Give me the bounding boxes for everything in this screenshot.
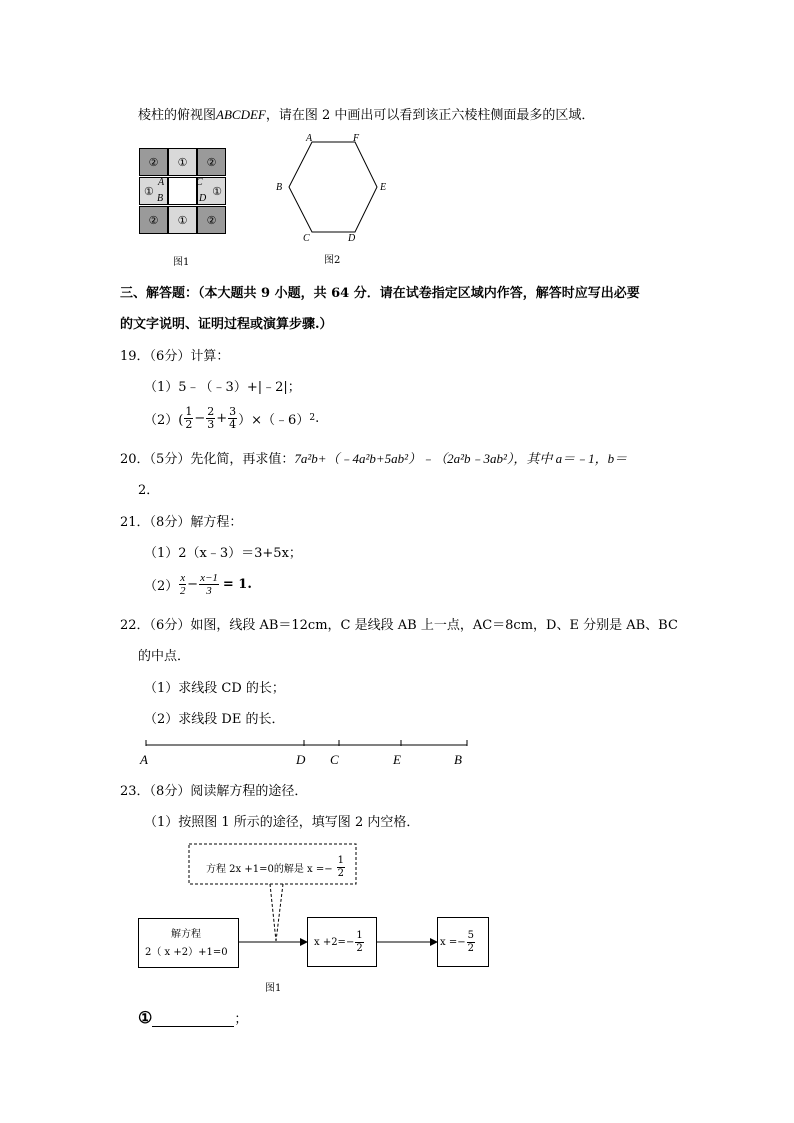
- q23-callout: 方程 2x +1=0的解是 x =− $\frac{1}{2}$: [206, 855, 344, 879]
- hex-label-C: C: [303, 233, 310, 244]
- q22-head: 22．（6分）如图，线段 AB＝12cm，C 是线段 AB 上一点，AC＝8cm，D、E 分别是 AB、BC: [120, 618, 678, 633]
- q22-cont: 的中点．: [138, 649, 191, 664]
- q19-part2: （2）( $\frac{1}{2}$ − $\frac{2}{3}$ + $\frac{3}{4}$ ）×（﹣6） 2 .: [144, 404, 320, 431]
- q23-caption: 图1: [265, 983, 282, 994]
- q20-head: 20．（5分）先化简，再求值：: [120, 452, 295, 467]
- q19-frac2: $\frac{2}{3}$: [207, 404, 215, 431]
- grid-cell: ①: [139, 177, 168, 205]
- point-D: D: [296, 752, 306, 767]
- label-D: D: [199, 193, 207, 204]
- intro-text-c: ，请在图 2 中画出可以看到该正六棱柱侧面最多的区域．: [265, 108, 595, 123]
- q23-box1-eq: 2（ x +2）+1=0: [145, 947, 228, 958]
- label-A: A: [158, 177, 165, 188]
- q23-head: 23．（8分）阅读解方程的途径．: [120, 784, 308, 799]
- q23-box-result: [437, 917, 489, 967]
- grid-cell: ②: [197, 206, 226, 234]
- grid-cell: ②: [197, 148, 226, 176]
- section3-title: 三、解答题：（本大题共 9 小题，共 64 分．请在试卷指定区域内作答，解答时应写出必要: [120, 286, 640, 301]
- grid-cell: ②: [139, 206, 168, 234]
- point-B: B: [454, 752, 462, 767]
- answer-blank-field[interactable]: [152, 1012, 234, 1027]
- q22-part1: （1）求线段 CD 的长；: [144, 681, 285, 696]
- grid-cell-center: [168, 177, 197, 205]
- hex-label-B: B: [276, 182, 283, 193]
- q19-p2-prefix: （2）(: [144, 412, 184, 428]
- hex-label-A: A: [306, 133, 313, 144]
- point-C: C: [330, 752, 339, 767]
- figure2-hexagon: [270, 128, 400, 248]
- q21-frac2: $\frac{x-1}{3}$: [200, 571, 218, 597]
- q21-frac1: $\frac{x}{2}$: [179, 571, 186, 597]
- intro-line: [138, 104, 594, 123]
- intro-text-b: ABCDEF: [216, 107, 266, 122]
- q23-box-step: [307, 917, 377, 967]
- hex-label-D: D: [348, 233, 356, 244]
- q23-box1-title: 解方程: [171, 929, 201, 940]
- grid-cell: ①: [168, 148, 197, 176]
- grid-cell: ①: [168, 206, 197, 234]
- section3-title-cont: 的文字说明、证明过程或演算步骤.）: [120, 317, 333, 332]
- blank-label: ①: [138, 1008, 153, 1027]
- q19-p2-suffix: ）×（﹣6）: [238, 412, 310, 428]
- intro-text-a: 棱柱的俯视图: [138, 108, 217, 123]
- q19-frac1: $\frac{1}{2}$: [185, 404, 193, 431]
- figure1: [139, 148, 227, 235]
- answer-blank-1: ① ；: [138, 1008, 248, 1027]
- q22-part2: （2）求线段 DE 的长．: [144, 712, 285, 727]
- q20-expr: 7a²b+（﹣4a²b+5ab²）﹣（2a²b﹣3ab²），其中 a＝﹣1，b＝: [294, 451, 628, 466]
- q23-box3-eq: x =− $\frac{5}{2}$: [440, 930, 474, 954]
- point-A: A: [140, 752, 148, 767]
- figure1-caption: 图1: [173, 257, 190, 268]
- q21-part2: （2） $\frac{x}{2}$ − $\frac{x-1}{3}$ = 1.: [144, 571, 252, 597]
- q21-head: 21．（8分）解方程：: [120, 515, 243, 530]
- q19-head: 19．（6分）计算：: [120, 349, 230, 364]
- point-E: E: [393, 752, 401, 767]
- q19-part1: （1）5﹣（﹣3）+|﹣2|；: [144, 380, 301, 395]
- figure2-caption: 图2: [324, 255, 341, 266]
- q22-segment-diagram: [136, 736, 476, 768]
- q20-cont: 2．: [138, 483, 160, 498]
- grid-cell: ①: [197, 177, 226, 205]
- q23-flow-diagram: [138, 843, 498, 993]
- label-C: C: [196, 177, 203, 188]
- q23-box-solve: [138, 918, 239, 968]
- label-B: B: [157, 193, 164, 204]
- grid-cell: ②: [139, 148, 168, 176]
- q19-frac3: $\frac{3}{4}$: [229, 404, 237, 431]
- q23-box2-eq: x +2=− $\frac{1}{2}$: [314, 930, 363, 954]
- q21-part1: （1）2（x﹣3）＝3+5x；: [144, 546, 302, 561]
- hex-label-E: E: [380, 182, 387, 193]
- q20-line: [120, 448, 627, 467]
- q23-part1: （1）按照图 1 所示的途径，填写图 2 内空格．: [144, 815, 420, 830]
- hex-label-F: F: [353, 133, 360, 144]
